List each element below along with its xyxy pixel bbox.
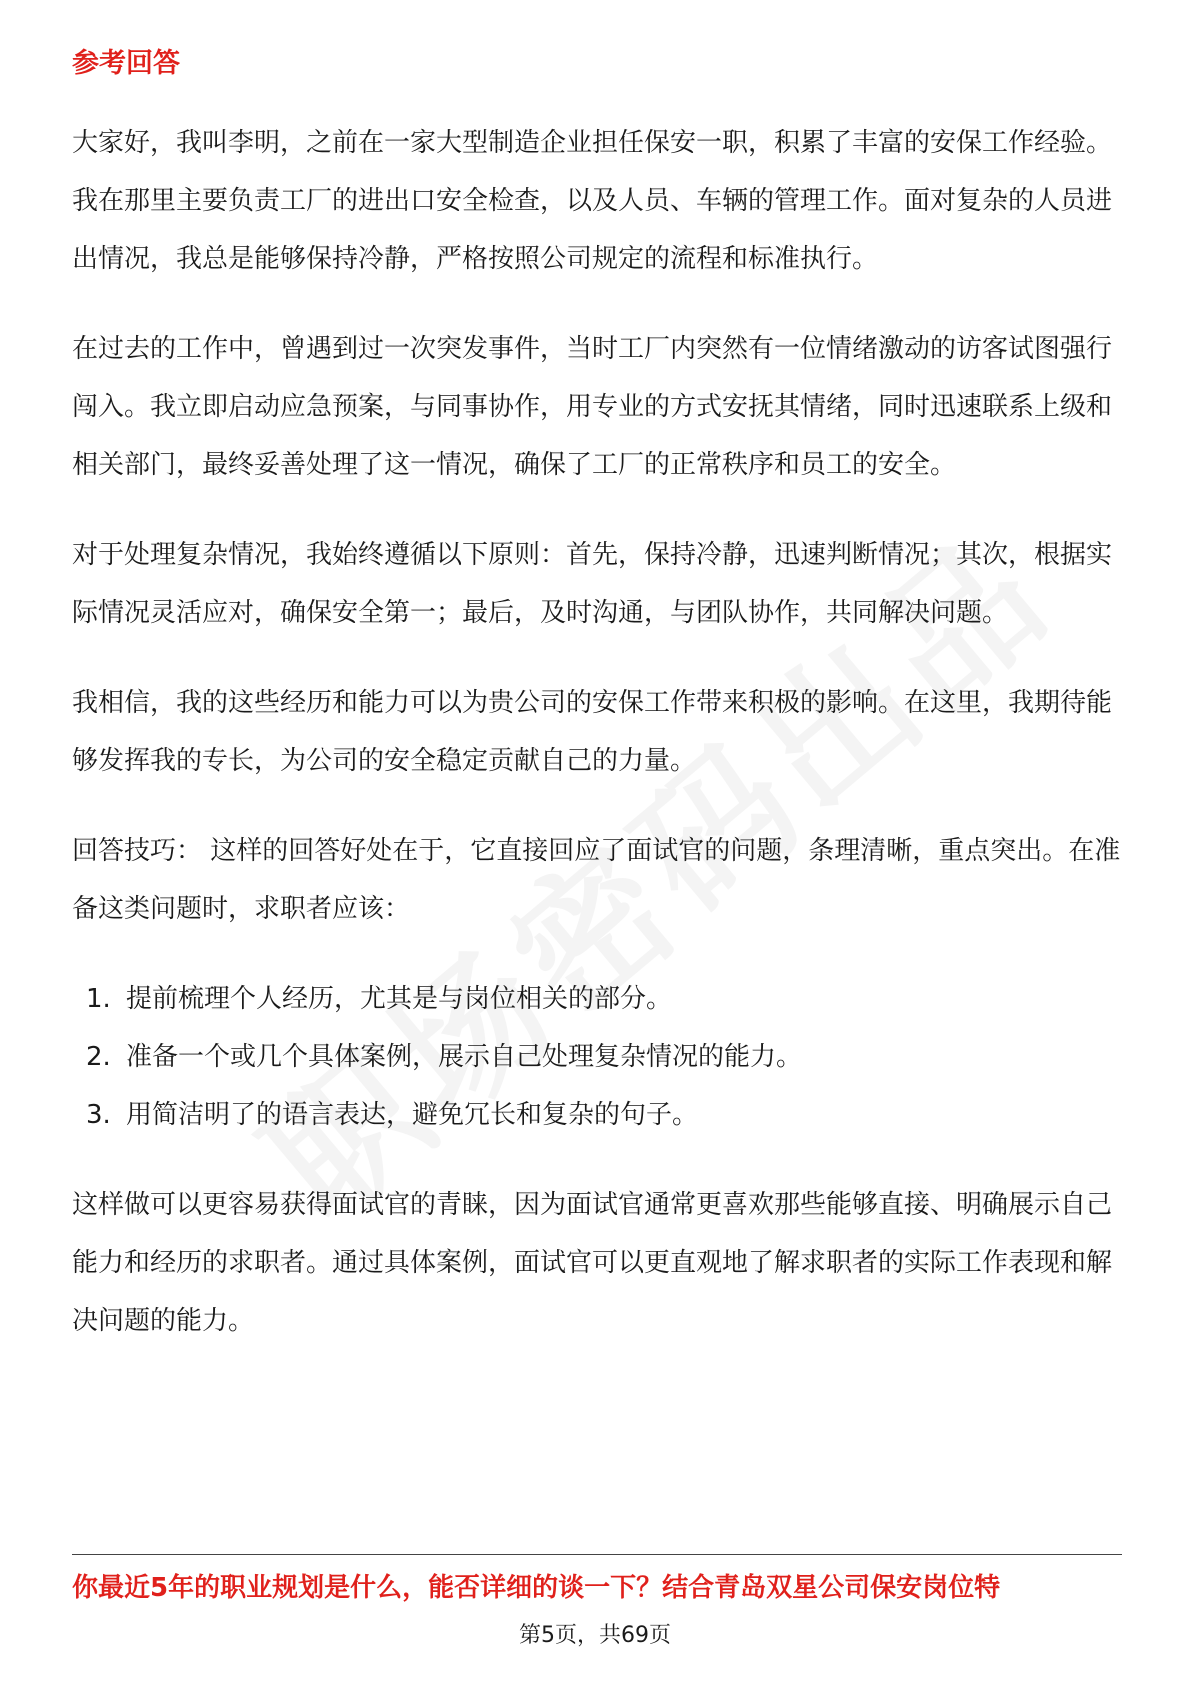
list-item-number: 1. — [86, 984, 111, 1014]
list-item-text: 用简洁明了的语言表达，避免冗长和复杂的句子。 — [126, 1100, 699, 1130]
answer-paragraph-1: 大家好，我叫李明，之前在一家大型制造企业担任保安一职，积累了丰富的安保工作经验。我在那里主要负责工厂的进出口安全检查，以及人员、车辆的管理工作。面对复杂的人员进出情况，我总是能够保持冷静，严格按照公司规定的流程和标准执行。 — [72, 128, 1113, 274]
answer-paragraph-4: 我相信，我的这些经历和能力可以为贵公司的安保工作带来积极的影响。在这里，我期待能够发挥我的专长，为公司的安全稳定贡献自己的力量。 — [72, 688, 1113, 776]
list-item — [72, 1086, 1122, 1144]
page-content — [72, 44, 1122, 1382]
list-item-text: 准备一个或几个具体案例，展示自己处理复杂情况的能力。 — [126, 1042, 803, 1072]
section-title: 参考回答 — [72, 48, 180, 79]
list-item-number: 2. — [86, 1042, 111, 1072]
list-item-text: 提前梳理个人经历，尤其是与岗位相关的部分。 — [126, 984, 673, 1014]
answer-paragraph-2: 在过去的工作中，曾遇到过一次突发事件，当时工厂内突然有一位情绪激动的访客试图强行闯入。我立即启动应急预案，与同事协作，用专业的方式安抚其情绪，同时迅速联系上级和相关部门，最终妥善处理了这一情况，确保了工厂的正常秩序和员工的安全。 — [72, 334, 1113, 480]
tips-list — [72, 970, 1122, 1144]
divider — [72, 1554, 1122, 1555]
page-number: 第5页，共69页 — [519, 1623, 671, 1648]
list-item — [72, 1028, 1122, 1086]
closing-paragraph: 这样做可以更容易获得面试官的青睐，因为面试官通常更喜欢那些能够直接、明确展示自己能力和经历的求职者。通过具体案例，面试官可以更直观地了解求职者的实际工作表现和解决问题的能力。 — [72, 1190, 1113, 1336]
next-question-heading: 你最近5年的职业规划是什么，能否详细的谈一下？结合青岛双星公司保安岗位特 — [72, 1573, 1001, 1603]
list-item-number: 3. — [86, 1100, 111, 1130]
tips-intro-paragraph: 回答技巧： 这样的回答好处在于，它直接回应了面试官的问题，条理清晰，重点突出。在准备这类问题时，求职者应该： — [72, 836, 1121, 924]
list-item — [72, 970, 1122, 1028]
answer-paragraph-3: 对于处理复杂情况，我始终遵循以下原则：首先，保持冷静，迅速判断情况；其次，根据实际情况灵活应对，确保安全第一；最后，及时沟通，与团队协作，共同解决问题。 — [72, 540, 1113, 628]
